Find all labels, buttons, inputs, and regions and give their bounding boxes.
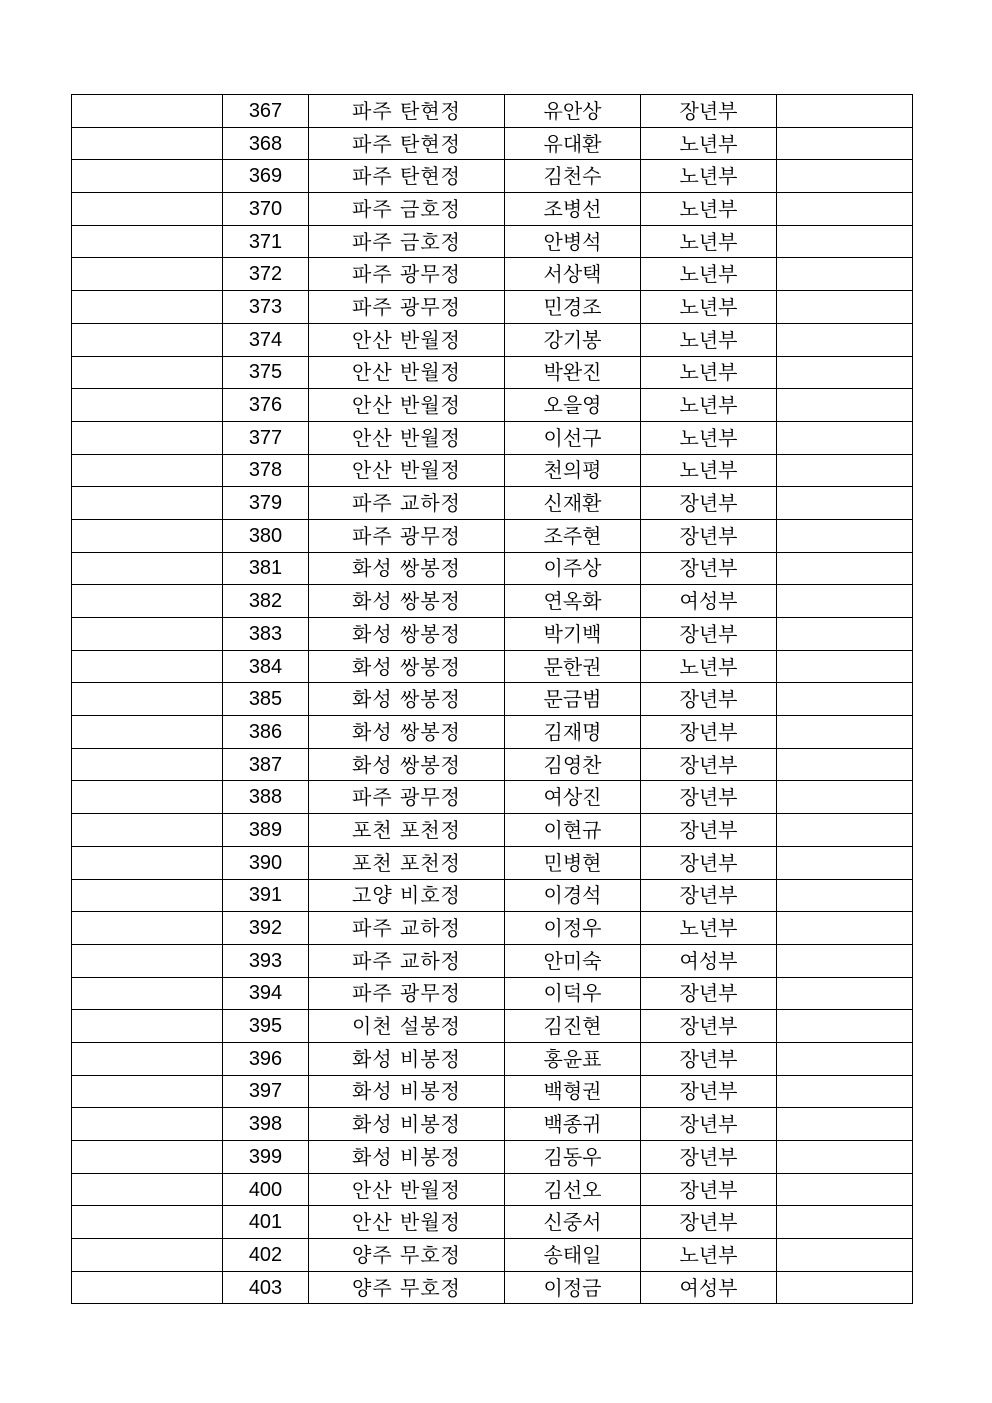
blank-cell	[72, 944, 223, 977]
note-cell	[777, 160, 913, 193]
club-cell: 포천 포천정	[309, 846, 505, 879]
blank-cell	[72, 1173, 223, 1206]
note-cell	[777, 977, 913, 1010]
table-row	[72, 1239, 913, 1272]
table-row	[72, 585, 913, 618]
blank-cell	[72, 258, 223, 291]
blank-cell	[72, 127, 223, 160]
player-name-cell: 안미숙	[505, 944, 641, 977]
player-name-cell: 천의평	[505, 454, 641, 487]
note-cell	[777, 683, 913, 716]
player-name-cell: 유대환	[505, 127, 641, 160]
entry-number-cell: 402	[223, 1239, 309, 1272]
player-name-cell: 유안상	[505, 95, 641, 128]
division-cell: 장년부	[641, 1206, 777, 1239]
player-name-cell: 여상진	[505, 781, 641, 814]
club-cell: 파주 광무정	[309, 977, 505, 1010]
division-cell: 노년부	[641, 160, 777, 193]
entry-number-cell: 391	[223, 879, 309, 912]
note-cell	[777, 519, 913, 552]
table-row	[72, 225, 913, 258]
blank-cell	[72, 160, 223, 193]
table-row	[72, 552, 913, 585]
division-cell: 노년부	[641, 356, 777, 389]
note-cell	[777, 1075, 913, 1108]
entry-number-cell: 398	[223, 1108, 309, 1141]
entry-number-cell: 385	[223, 683, 309, 716]
note-cell	[777, 1010, 913, 1043]
division-cell: 장년부	[641, 748, 777, 781]
division-cell: 장년부	[641, 879, 777, 912]
division-cell: 노년부	[641, 225, 777, 258]
note-cell	[777, 95, 913, 128]
table-row	[72, 618, 913, 651]
note-cell	[777, 912, 913, 945]
table-row	[72, 95, 913, 128]
club-cell: 화성 쌍봉정	[309, 618, 505, 651]
table-row	[72, 879, 913, 912]
note-cell	[777, 618, 913, 651]
club-cell: 파주 광무정	[309, 258, 505, 291]
entry-number-cell: 389	[223, 814, 309, 847]
table-row	[72, 258, 913, 291]
division-cell: 노년부	[641, 1239, 777, 1272]
division-cell: 장년부	[641, 846, 777, 879]
player-name-cell: 조병선	[505, 193, 641, 226]
note-cell	[777, 879, 913, 912]
entry-number-cell: 378	[223, 454, 309, 487]
club-cell: 고양 비호정	[309, 879, 505, 912]
club-cell: 양주 무호정	[309, 1271, 505, 1304]
table-row	[72, 944, 913, 977]
player-name-cell: 백형권	[505, 1075, 641, 1108]
player-name-cell: 홍윤표	[505, 1042, 641, 1075]
club-cell: 화성 비봉정	[309, 1141, 505, 1174]
blank-cell	[72, 716, 223, 749]
player-name-cell: 박기백	[505, 618, 641, 651]
note-cell	[777, 487, 913, 520]
entry-number-cell: 399	[223, 1141, 309, 1174]
club-cell: 파주 교하정	[309, 944, 505, 977]
entry-number-cell: 401	[223, 1206, 309, 1239]
player-name-cell: 김영찬	[505, 748, 641, 781]
roster-table-body	[72, 95, 913, 1304]
player-name-cell: 민경조	[505, 291, 641, 324]
blank-cell	[72, 683, 223, 716]
note-cell	[777, 944, 913, 977]
club-cell: 파주 광무정	[309, 781, 505, 814]
table-row	[72, 454, 913, 487]
blank-cell	[72, 193, 223, 226]
player-name-cell: 김진현	[505, 1010, 641, 1043]
player-name-cell: 조주현	[505, 519, 641, 552]
division-cell: 장년부	[641, 977, 777, 1010]
entry-number-cell: 393	[223, 944, 309, 977]
club-cell: 안산 반월정	[309, 389, 505, 422]
entry-number-cell: 388	[223, 781, 309, 814]
club-cell: 화성 쌍봉정	[309, 748, 505, 781]
player-name-cell: 문한권	[505, 650, 641, 683]
note-cell	[777, 258, 913, 291]
note-cell	[777, 356, 913, 389]
entry-number-cell: 373	[223, 291, 309, 324]
division-cell: 장년부	[641, 1141, 777, 1174]
blank-cell	[72, 650, 223, 683]
table-row	[72, 291, 913, 324]
roster-table	[71, 94, 913, 1304]
club-cell: 화성 비봉정	[309, 1108, 505, 1141]
table-row	[72, 1206, 913, 1239]
club-cell: 파주 광무정	[309, 519, 505, 552]
table-row	[72, 781, 913, 814]
club-cell: 파주 탄현정	[309, 127, 505, 160]
club-cell: 파주 탄현정	[309, 160, 505, 193]
note-cell	[777, 846, 913, 879]
club-cell: 화성 쌍봉정	[309, 650, 505, 683]
player-name-cell: 서상택	[505, 258, 641, 291]
player-name-cell: 김천수	[505, 160, 641, 193]
club-cell: 양주 무호정	[309, 1239, 505, 1272]
division-cell: 장년부	[641, 1108, 777, 1141]
blank-cell	[72, 1239, 223, 1272]
club-cell: 안산 반월정	[309, 454, 505, 487]
table-row	[72, 1108, 913, 1141]
division-cell: 노년부	[641, 323, 777, 356]
player-name-cell: 김재명	[505, 716, 641, 749]
division-cell: 장년부	[641, 1010, 777, 1043]
blank-cell	[72, 225, 223, 258]
blank-cell	[72, 291, 223, 324]
table-row	[72, 683, 913, 716]
note-cell	[777, 1271, 913, 1304]
table-row	[72, 323, 913, 356]
club-cell: 화성 쌍봉정	[309, 552, 505, 585]
note-cell	[777, 1239, 913, 1272]
entry-number-cell: 377	[223, 421, 309, 454]
division-cell: 노년부	[641, 127, 777, 160]
blank-cell	[72, 1042, 223, 1075]
table-row	[72, 1075, 913, 1108]
player-name-cell: 민병현	[505, 846, 641, 879]
division-cell: 여성부	[641, 1271, 777, 1304]
table-row	[72, 650, 913, 683]
club-cell: 포천 포천정	[309, 814, 505, 847]
club-cell: 화성 쌍봉정	[309, 683, 505, 716]
entry-number-cell: 397	[223, 1075, 309, 1108]
blank-cell	[72, 879, 223, 912]
player-name-cell: 이주상	[505, 552, 641, 585]
entry-number-cell: 396	[223, 1042, 309, 1075]
table-row	[72, 193, 913, 226]
entry-number-cell: 374	[223, 323, 309, 356]
division-cell: 장년부	[641, 552, 777, 585]
table-row	[72, 356, 913, 389]
entry-number-cell: 371	[223, 225, 309, 258]
division-cell: 노년부	[641, 258, 777, 291]
note-cell	[777, 389, 913, 422]
blank-cell	[72, 1108, 223, 1141]
blank-cell	[72, 1271, 223, 1304]
note-cell	[777, 552, 913, 585]
division-cell: 장년부	[641, 519, 777, 552]
note-cell	[777, 748, 913, 781]
entry-number-cell: 400	[223, 1173, 309, 1206]
note-cell	[777, 454, 913, 487]
player-name-cell: 이정금	[505, 1271, 641, 1304]
blank-cell	[72, 977, 223, 1010]
player-name-cell: 연옥화	[505, 585, 641, 618]
player-name-cell: 이정우	[505, 912, 641, 945]
note-cell	[777, 650, 913, 683]
player-name-cell: 신중서	[505, 1206, 641, 1239]
note-cell	[777, 585, 913, 618]
club-cell: 화성 비봉정	[309, 1042, 505, 1075]
table-row	[72, 389, 913, 422]
player-name-cell: 강기봉	[505, 323, 641, 356]
division-cell: 장년부	[641, 1042, 777, 1075]
entry-number-cell: 381	[223, 552, 309, 585]
division-cell: 장년부	[641, 1075, 777, 1108]
division-cell: 노년부	[641, 454, 777, 487]
blank-cell	[72, 454, 223, 487]
entry-number-cell: 368	[223, 127, 309, 160]
division-cell: 장년부	[641, 487, 777, 520]
player-name-cell: 박완진	[505, 356, 641, 389]
entry-number-cell: 372	[223, 258, 309, 291]
table-row	[72, 814, 913, 847]
club-cell: 파주 탄현정	[309, 95, 505, 128]
blank-cell	[72, 781, 223, 814]
table-row	[72, 977, 913, 1010]
blank-cell	[72, 519, 223, 552]
entry-number-cell: 382	[223, 585, 309, 618]
player-name-cell: 이선구	[505, 421, 641, 454]
club-cell: 파주 교하정	[309, 912, 505, 945]
division-cell: 장년부	[641, 781, 777, 814]
club-cell: 파주 광무정	[309, 291, 505, 324]
table-row	[72, 1173, 913, 1206]
club-cell: 안산 반월정	[309, 1206, 505, 1239]
blank-cell	[72, 585, 223, 618]
blank-cell	[72, 356, 223, 389]
division-cell: 장년부	[641, 814, 777, 847]
blank-cell	[72, 1206, 223, 1239]
blank-cell	[72, 95, 223, 128]
note-cell	[777, 1042, 913, 1075]
player-name-cell: 김선오	[505, 1173, 641, 1206]
division-cell: 장년부	[641, 716, 777, 749]
division-cell: 노년부	[641, 389, 777, 422]
club-cell: 안산 반월정	[309, 1173, 505, 1206]
table-row	[72, 127, 913, 160]
table-row	[72, 160, 913, 193]
club-cell: 파주 교하정	[309, 487, 505, 520]
club-cell: 화성 비봉정	[309, 1075, 505, 1108]
entry-number-cell: 392	[223, 912, 309, 945]
note-cell	[777, 814, 913, 847]
table-row	[72, 487, 913, 520]
note-cell	[777, 323, 913, 356]
table-row	[72, 1141, 913, 1174]
note-cell	[777, 1206, 913, 1239]
entry-number-cell: 379	[223, 487, 309, 520]
club-cell: 파주 금호정	[309, 225, 505, 258]
division-cell: 장년부	[641, 683, 777, 716]
entry-number-cell: 384	[223, 650, 309, 683]
club-cell: 파주 금호정	[309, 193, 505, 226]
note-cell	[777, 127, 913, 160]
division-cell: 장년부	[641, 618, 777, 651]
table-row	[72, 1010, 913, 1043]
note-cell	[777, 1141, 913, 1174]
blank-cell	[72, 618, 223, 651]
blank-cell	[72, 912, 223, 945]
blank-cell	[72, 421, 223, 454]
player-name-cell: 송태일	[505, 1239, 641, 1272]
blank-cell	[72, 1010, 223, 1043]
club-cell: 안산 반월정	[309, 356, 505, 389]
entry-number-cell: 375	[223, 356, 309, 389]
entry-number-cell: 383	[223, 618, 309, 651]
division-cell: 노년부	[641, 291, 777, 324]
division-cell: 노년부	[641, 912, 777, 945]
note-cell	[777, 193, 913, 226]
table-row	[72, 1271, 913, 1304]
entry-number-cell: 386	[223, 716, 309, 749]
player-name-cell: 안병석	[505, 225, 641, 258]
entry-number-cell: 376	[223, 389, 309, 422]
entry-number-cell: 403	[223, 1271, 309, 1304]
entry-number-cell: 394	[223, 977, 309, 1010]
entry-number-cell: 380	[223, 519, 309, 552]
note-cell	[777, 1108, 913, 1141]
blank-cell	[72, 814, 223, 847]
note-cell	[777, 421, 913, 454]
blank-cell	[72, 323, 223, 356]
division-cell: 여성부	[641, 944, 777, 977]
blank-cell	[72, 389, 223, 422]
club-cell: 안산 반월정	[309, 323, 505, 356]
entry-number-cell: 395	[223, 1010, 309, 1043]
blank-cell	[72, 846, 223, 879]
table-row	[72, 1042, 913, 1075]
table-row	[72, 912, 913, 945]
entry-number-cell: 370	[223, 193, 309, 226]
player-name-cell: 이덕우	[505, 977, 641, 1010]
table-row	[72, 421, 913, 454]
club-cell: 화성 쌍봉정	[309, 716, 505, 749]
division-cell: 노년부	[641, 650, 777, 683]
club-cell: 화성 쌍봉정	[309, 585, 505, 618]
blank-cell	[72, 1141, 223, 1174]
club-cell: 안산 반월정	[309, 421, 505, 454]
player-name-cell: 이현규	[505, 814, 641, 847]
blank-cell	[72, 487, 223, 520]
note-cell	[777, 781, 913, 814]
blank-cell	[72, 1075, 223, 1108]
player-name-cell: 김동우	[505, 1141, 641, 1174]
table-row	[72, 716, 913, 749]
blank-cell	[72, 552, 223, 585]
player-name-cell: 백종귀	[505, 1108, 641, 1141]
player-name-cell: 문금범	[505, 683, 641, 716]
entry-number-cell: 369	[223, 160, 309, 193]
note-cell	[777, 716, 913, 749]
table-row	[72, 519, 913, 552]
table-row	[72, 846, 913, 879]
division-cell: 노년부	[641, 193, 777, 226]
entry-number-cell: 367	[223, 95, 309, 128]
division-cell: 장년부	[641, 95, 777, 128]
entry-number-cell: 390	[223, 846, 309, 879]
blank-cell	[72, 748, 223, 781]
note-cell	[777, 1173, 913, 1206]
division-cell: 노년부	[641, 421, 777, 454]
table-row	[72, 748, 913, 781]
division-cell: 여성부	[641, 585, 777, 618]
note-cell	[777, 225, 913, 258]
player-name-cell: 오을영	[505, 389, 641, 422]
player-name-cell: 이경석	[505, 879, 641, 912]
note-cell	[777, 291, 913, 324]
division-cell: 장년부	[641, 1173, 777, 1206]
entry-number-cell: 387	[223, 748, 309, 781]
club-cell: 이천 설봉정	[309, 1010, 505, 1043]
player-name-cell: 신재환	[505, 487, 641, 520]
